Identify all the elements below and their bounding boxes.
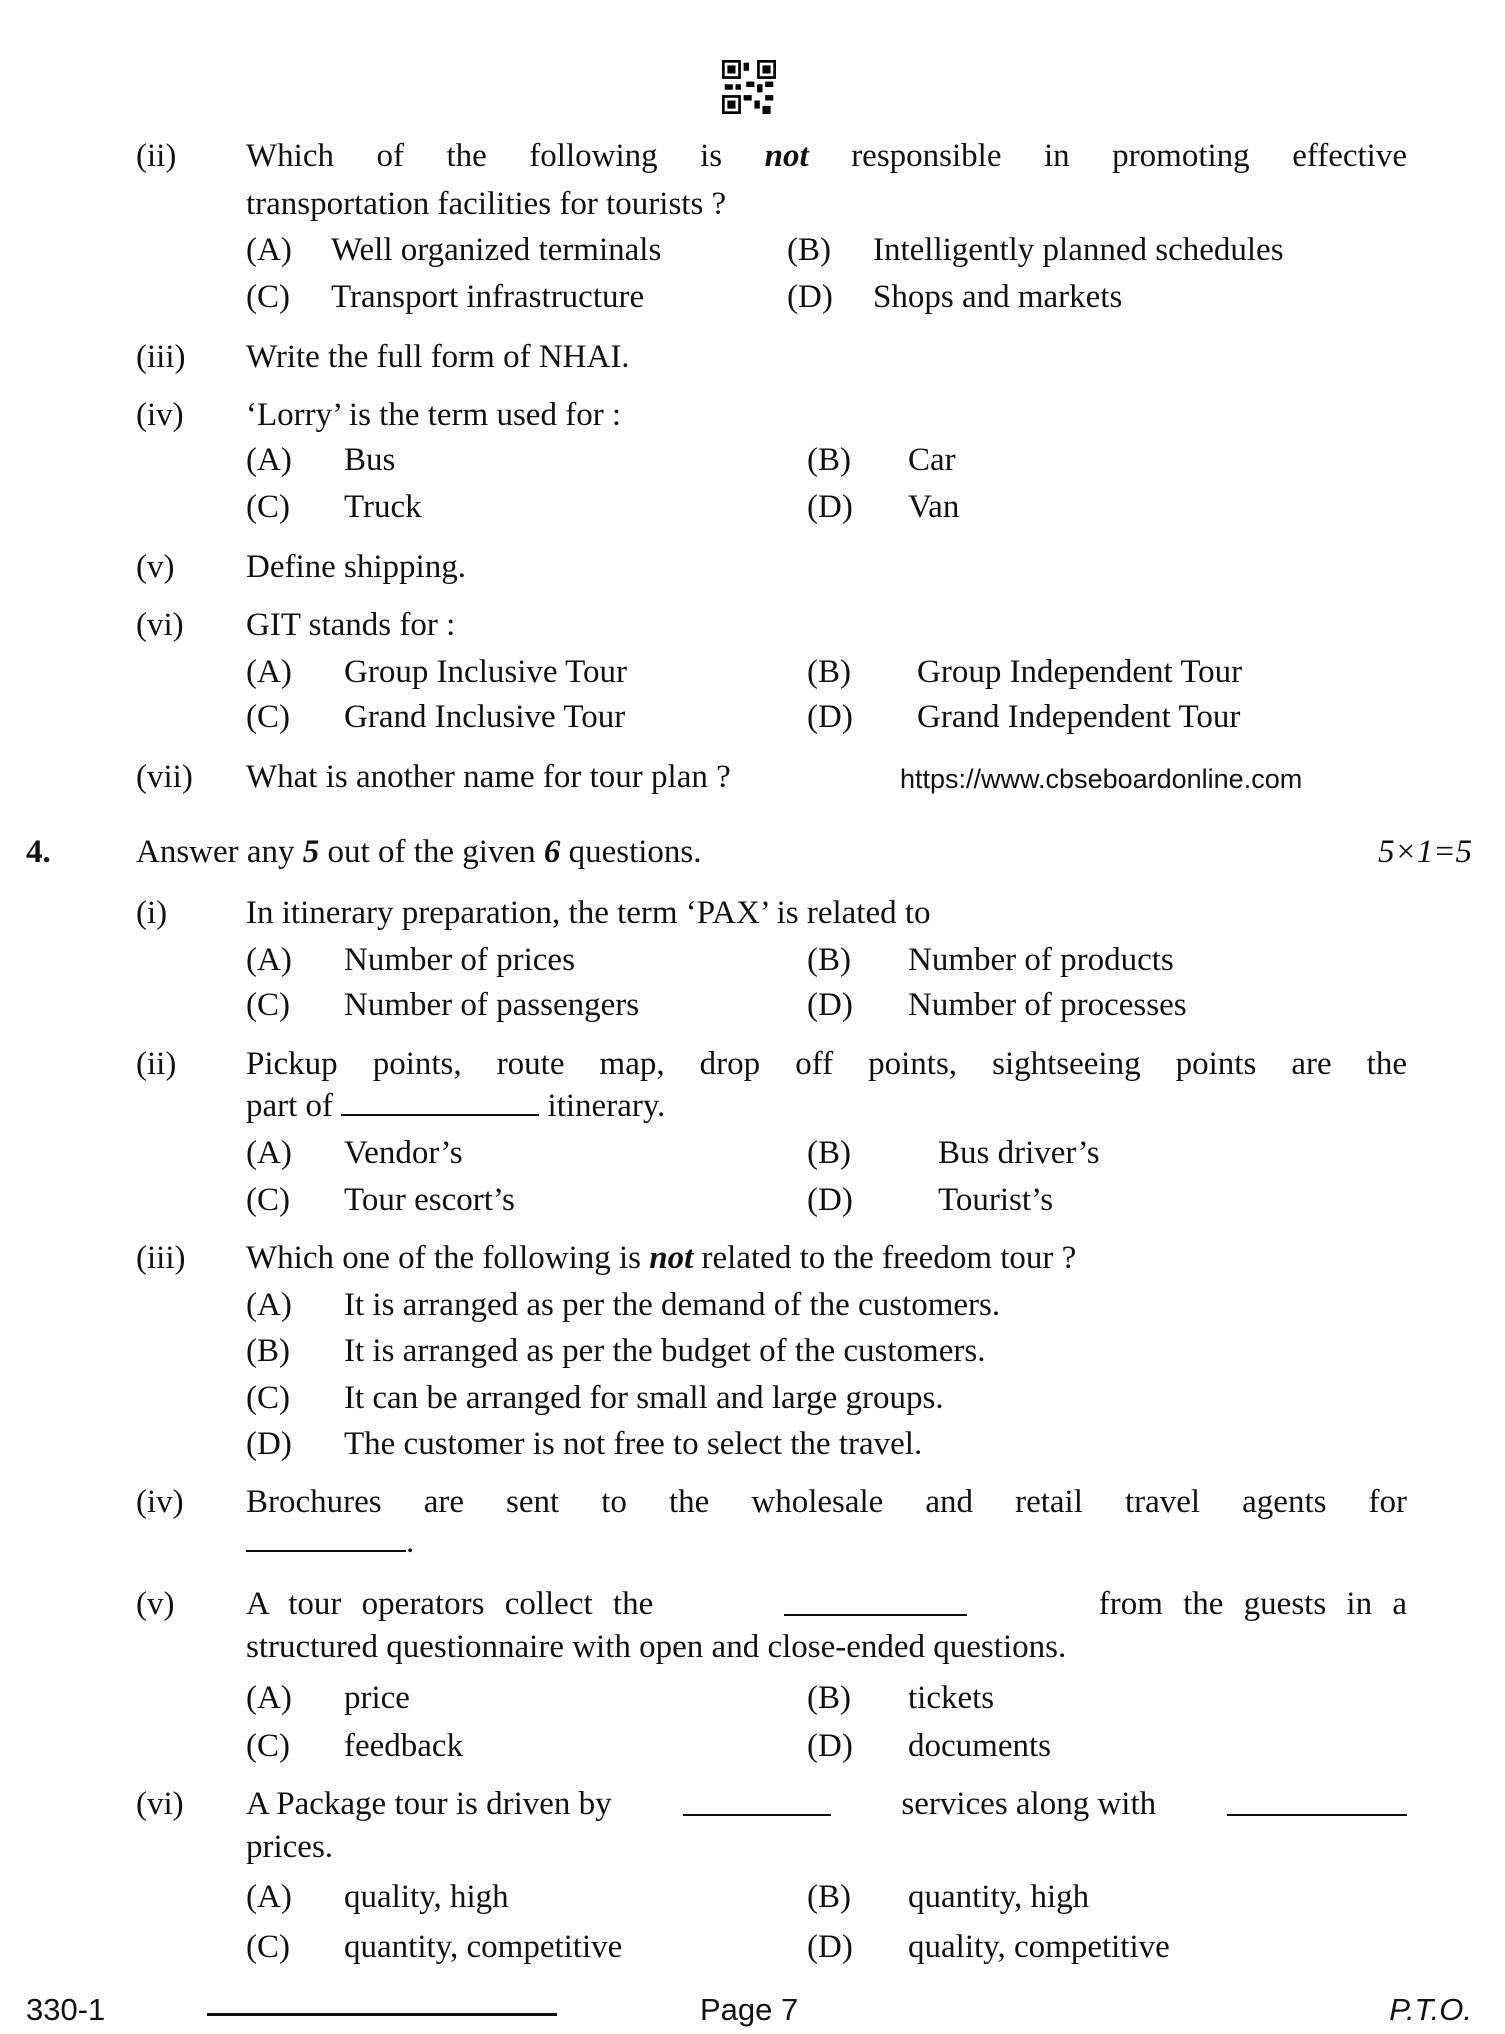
question-number: (v) xyxy=(136,1586,175,1622)
option-text: quality, competitive xyxy=(908,1929,1170,1965)
option-label: (B) xyxy=(807,1680,851,1716)
question-text-part: A tour operators collect the xyxy=(246,1586,654,1622)
option-text: documents xyxy=(908,1728,1051,1764)
question-number: (ii) xyxy=(136,1046,177,1082)
please-turn-over: P.T.O. xyxy=(1389,1992,1472,2027)
question-text-part: A Package tour is driven by xyxy=(246,1786,612,1822)
question-text-part: Which one of the following is xyxy=(246,1240,650,1276)
option-text: price xyxy=(344,1680,410,1716)
option-text: The customer is not free to select the travel. xyxy=(344,1426,923,1462)
option-label: (D) xyxy=(807,699,853,735)
qr-code xyxy=(722,60,776,114)
option-text: Vendor’s xyxy=(344,1135,463,1171)
question-number: (vi) xyxy=(136,607,184,643)
option-text: Shops and markets xyxy=(873,279,1123,315)
option-label: (A) xyxy=(246,1680,292,1716)
question-4-number: 4. xyxy=(26,834,51,870)
question-number: (iii) xyxy=(136,1240,186,1276)
option-text: quantity, high xyxy=(908,1879,1090,1915)
option-label: (A) xyxy=(246,942,292,978)
option-text: Grand Independent Tour xyxy=(917,699,1241,735)
question-number: (i) xyxy=(136,895,168,931)
question-number: (iv) xyxy=(136,397,184,433)
fill-in-blank xyxy=(784,1584,967,1616)
question-text-part: from the guests in a xyxy=(1098,1586,1407,1622)
option-label: (A) xyxy=(246,442,292,478)
fill-in-blank xyxy=(683,1784,831,1816)
question-number: (ii) xyxy=(136,138,177,174)
question-text-part: responsible in promoting effective xyxy=(808,138,1407,174)
option-label: (A) xyxy=(246,1287,292,1323)
option-text: Truck xyxy=(344,489,422,525)
question-text: GIT stands for : xyxy=(246,607,456,643)
option-text: Well organized terminals xyxy=(331,232,662,268)
question-text-line2 xyxy=(246,1086,1407,1126)
emphasis-not: not xyxy=(764,138,809,174)
option-text: Tourist’s xyxy=(938,1182,1054,1218)
option-label: (A) xyxy=(246,232,292,268)
option-label: (B) xyxy=(807,942,851,978)
option-text: Grand Inclusive Tour xyxy=(344,699,626,735)
question-text xyxy=(246,1784,1407,1824)
footer-rule xyxy=(207,2013,557,2016)
question-text: Write the full form of NHAI. xyxy=(246,339,630,375)
option-text: feedback xyxy=(344,1728,464,1764)
option-label: (C) xyxy=(246,279,290,315)
option-text: Number of passengers xyxy=(344,987,640,1023)
option-text: It is arranged as per the budget of the customers. xyxy=(344,1333,986,1369)
question-text-part: itinerary. xyxy=(547,1088,666,1124)
question-text-line2: . xyxy=(246,1522,1407,1562)
option-label: (B) xyxy=(807,1135,851,1171)
question-text xyxy=(246,1584,1407,1624)
instruction-part: out of the given xyxy=(319,834,544,870)
watermark-url[interactable]: https://www.cbseboardonline.com xyxy=(900,764,1303,794)
option-label: (D) xyxy=(807,1728,853,1764)
question-number: (v) xyxy=(136,549,175,585)
option-label: (B) xyxy=(246,1333,290,1369)
option-text: Van xyxy=(908,489,960,525)
option-label: (B) xyxy=(787,232,831,268)
question-text-line2: prices. xyxy=(246,1829,334,1865)
option-label: (B) xyxy=(807,442,851,478)
question-text: What is another name for tour plan ? xyxy=(246,759,731,795)
option-label: (C) xyxy=(246,1728,290,1764)
option-label: (B) xyxy=(807,654,851,690)
option-label: (D) xyxy=(807,987,853,1023)
option-text: Number of products xyxy=(908,942,1174,978)
option-text: Bus driver’s xyxy=(938,1135,1100,1171)
option-label: (D) xyxy=(807,1929,853,1965)
option-text: Car xyxy=(908,442,956,478)
option-text: It can be arranged for small and large groups. xyxy=(344,1380,944,1416)
option-label: (B) xyxy=(807,1879,851,1915)
question-text-part: related to the freedom tour ? xyxy=(693,1240,1077,1276)
option-label: (D) xyxy=(246,1426,292,1462)
fill-in-blank xyxy=(246,1522,406,1552)
fill-in-blank xyxy=(341,1086,539,1116)
question-text-line2: structured questionnaire with open and close-ended questions. xyxy=(246,1629,1067,1665)
option-text: Group Inclusive Tour xyxy=(344,654,628,690)
question-text-line2: transportation facilities for tourists ? xyxy=(246,186,727,222)
emphasis-not: not xyxy=(649,1240,694,1276)
question-text: Brochures are sent to the wholesale and retail travel agents for xyxy=(246,1484,1407,1520)
question-text: In itinerary preparation, the term ‘PAX’ is related to xyxy=(246,895,931,931)
instruction-count: 6 xyxy=(543,834,561,870)
option-label: (D) xyxy=(787,279,833,315)
question-text-part: Which of the following is xyxy=(246,138,765,174)
option-text: tickets xyxy=(908,1680,995,1716)
option-label: (A) xyxy=(246,1879,292,1915)
option-text: Group Independent Tour xyxy=(917,654,1243,690)
question-text-part: part of xyxy=(246,1088,334,1124)
question-text-part: services along with xyxy=(901,1786,1157,1822)
instruction-part: questions. xyxy=(560,834,702,870)
option-label: (C) xyxy=(246,1182,290,1218)
page-number: Page 7 xyxy=(700,1992,799,2027)
fill-in-blank xyxy=(1227,1784,1407,1816)
option-text: Bus xyxy=(344,442,396,478)
option-label: (C) xyxy=(246,1929,290,1965)
option-text: Transport infrastructure xyxy=(331,279,645,315)
option-text: Tour escort’s xyxy=(344,1182,515,1218)
option-label: (C) xyxy=(246,699,290,735)
option-label: (A) xyxy=(246,1135,292,1171)
option-label: (D) xyxy=(807,1182,853,1218)
option-text: Number of processes xyxy=(908,987,1187,1023)
question-text: Define shipping. xyxy=(246,549,466,585)
option-text: Intelligently planned schedules xyxy=(873,232,1284,268)
instruction-count: 5 xyxy=(302,834,320,870)
question-number: (vi) xyxy=(136,1786,184,1822)
question-text: Pickup points, route map, drop off points, sightseeing points are the xyxy=(246,1046,1407,1082)
question-number: (vii) xyxy=(136,759,193,795)
option-text: Number of prices xyxy=(344,942,575,978)
question-text: ‘Lorry’ is the term used for : xyxy=(246,397,622,433)
option-text: quantity, competitive xyxy=(344,1929,623,1965)
option-label: (C) xyxy=(246,987,290,1023)
option-label: (A) xyxy=(246,654,292,690)
question-text xyxy=(246,1238,1407,1278)
option-label: (D) xyxy=(807,489,853,525)
question-number: (iv) xyxy=(136,1484,184,1520)
marks-allocation: 5×1=5 xyxy=(1377,834,1472,870)
question-4-instruction xyxy=(136,832,702,872)
option-label: (C) xyxy=(246,1380,290,1416)
question-text xyxy=(246,136,1407,176)
option-label: (C) xyxy=(246,489,290,525)
question-number: (iii) xyxy=(136,339,186,375)
option-text: quality, high xyxy=(344,1879,509,1915)
instruction-part: Answer any xyxy=(136,834,303,870)
option-text: It is arranged as per the demand of the customers. xyxy=(344,1287,1001,1323)
paper-code: 330-1 xyxy=(26,1992,106,2027)
